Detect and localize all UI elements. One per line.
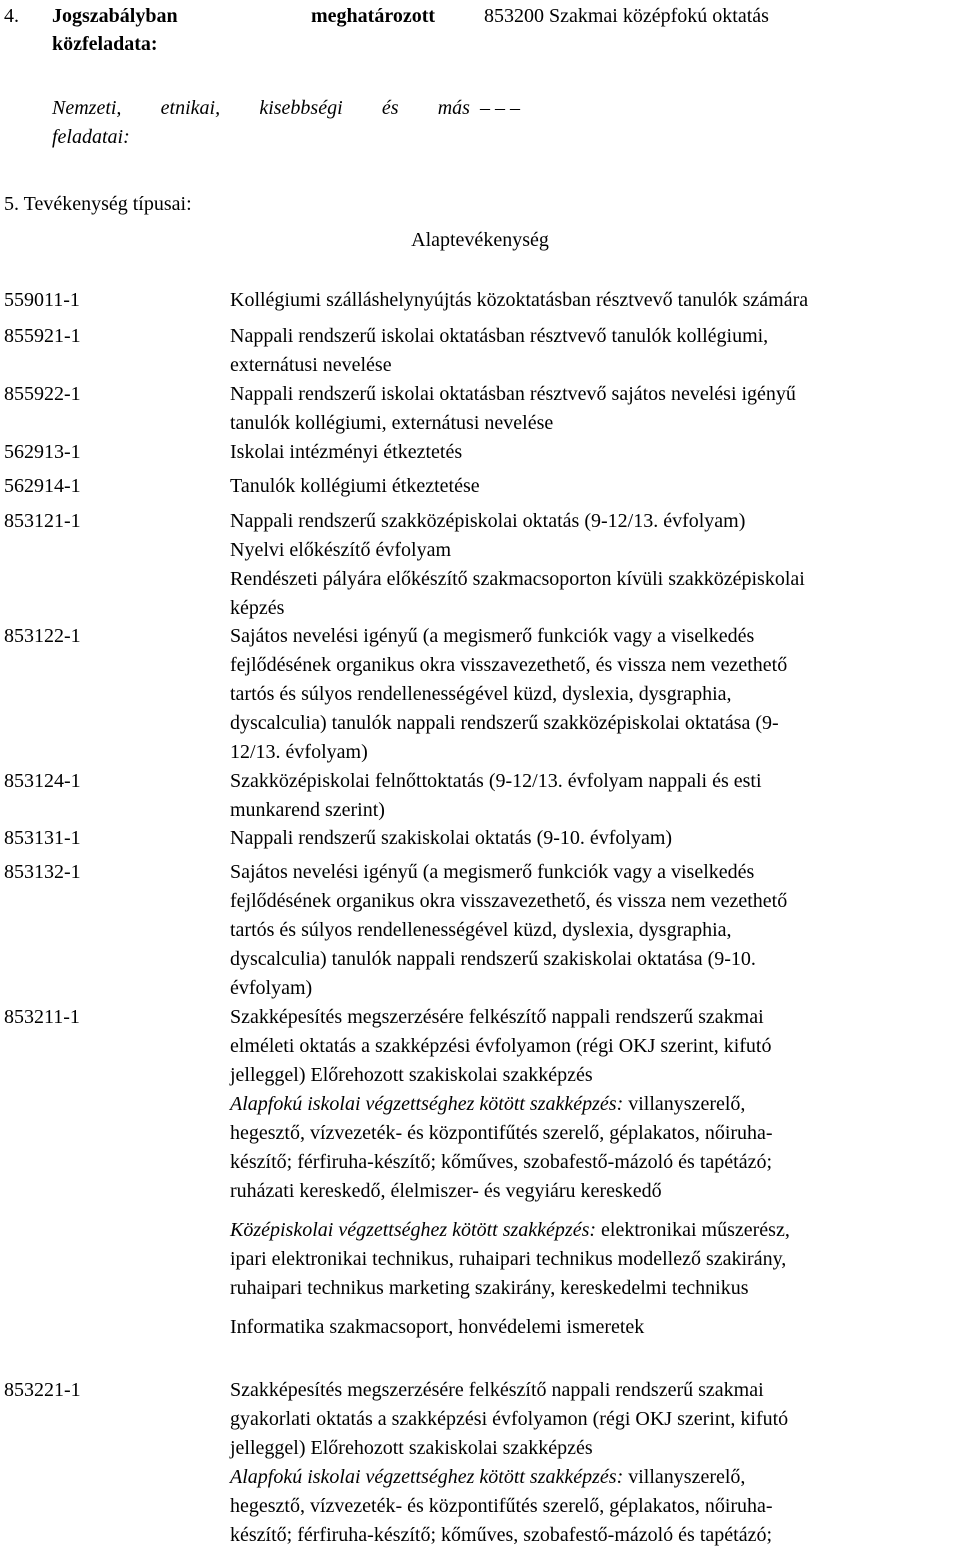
activity-code: 853121-1 [4,510,81,532]
section-5-label: Tevékenység típusai: [23,193,192,215]
secondary-training-label: Középiskolai végzettséghez kötött szakképzés: [230,1219,597,1241]
activity-line: dyscalculia) tanulók nappali rendszerű szakiskolai oktatása (9-10. [230,948,756,970]
minority-word: Nemzeti, [52,97,122,119]
activity-code: 853211-1 [4,1006,80,1028]
activity-line: villanyszerelő, [623,1466,746,1488]
activity-line [230,1090,960,1119]
activity-description [230,1376,960,1550]
section-4-label-line2: közfeladata: [52,33,158,55]
activity-code: 853122-1 [4,625,81,647]
activity-line: fejlődésének organikus okra visszavezethető, és vissza nem vezethető [230,654,788,676]
activity-line: Tanulók kollégiumi étkeztetése [230,475,480,497]
activity-description [230,472,960,501]
activity-code: 853131-1 [4,827,81,849]
activity-description [230,1003,960,1342]
activity-line: hegesztő, vízvezeték- és központifűtés szerelő, géplakatos, nőiruha- [230,1495,773,1517]
activity-line: készítő; férfiruha-készítő; kőműves, szobafestő-mázoló és tapétázó; [230,1151,773,1173]
activity-line: Szakképesítés megszerzésére felkészítő nappali rendszerű szakmai [230,1006,764,1028]
activity-line: Nappali rendszerű szakiskolai oktatás (9-10. évfolyam) [230,827,673,849]
activity-line: jelleggel) Előrehozott szakiskolai szakképzés [230,1437,593,1459]
activity-line: jelleggel) Előrehozott szakiskolai szakképzés [230,1064,593,1086]
activity-line: dyscalculia) tanulók nappali rendszerű szakközépiskolai oktatása (9- [230,712,779,734]
activity-code: 853124-1 [4,770,81,792]
activity-description [230,622,960,767]
activity-line: évfolyam) [230,977,313,999]
activity-line: tartós és súlyos rendellenességével küzd, dyslexia, dysgraphia, [230,683,732,705]
activity-line: Nappali rendszerű iskolai oktatásban résztvevő tanulók kollégiumi, [230,325,769,347]
activity-line: Rendészeti pályára előkészítő szakmacsoporton kívüli szakközépiskolai [230,568,805,590]
activity-description [230,322,960,380]
activity-line: Nyelvi előkészítő évfolyam [230,539,452,561]
minority-word: etnikai, [160,97,221,119]
activity-line: villanyszerelő, [623,1093,746,1115]
activity-line: Sajátos nevelési igényű (a megismerő funkciók vagy a viselkedés [230,861,755,883]
activity-line: ruhaipari technikus marketing szakirány, kereskedelmi technikus [230,1277,749,1299]
minority-label-line1 [52,94,470,123]
minority-word: és [381,97,399,119]
activity-code: 559011-1 [4,289,80,311]
activity-line: Iskolai intézményi étkeztetés [230,441,463,463]
activity-line: Szakképesítés megszerzésére felkészítő nappali rendszerű szakmai [230,1379,764,1401]
core-activity-heading: Alaptevékenység [411,229,549,251]
activity-line: Nappali rendszerű szakközépiskolai oktatás (9-12/13. évfolyam) [230,510,746,532]
activity-line: elektronikai műszerész, [596,1219,790,1241]
activity-description [230,824,960,853]
activity-line: képzés [230,597,285,619]
basic-training-label: Alapfokú iskolai végzettséghez kötött szakképzés: [230,1093,624,1115]
activity-description [230,438,960,467]
activity-description [230,286,960,315]
activity-line [230,1216,960,1245]
activity-description [230,507,960,623]
minority-word: kisebbségi [259,97,343,119]
activity-line: tanulók kollégiumi, externátusi nevelése [230,412,554,434]
section-4-label-part1: Jogszabályban [52,5,178,27]
activity-line: Sajátos nevelési igényű (a megismerő funkciók vagy a viselkedés [230,625,755,647]
basic-training-label: Alapfokú iskolai végzettséghez kötött szakképzés: [230,1466,624,1488]
activity-line: készítő; férfiruha-készítő; kőműves, szobafestő-mázoló és tapétázó; [230,1524,773,1546]
section-4-value: 853200 Szakmai középfokú oktatás [484,5,769,27]
activity-line: hegesztő, vízvezeték- és központifűtés szerelő, géplakatos, nőiruha- [230,1122,773,1144]
activity-line [230,1463,960,1492]
activity-line: Kollégiumi szálláshelynyújtás közoktatásban résztvevő tanulók számára [230,289,809,311]
section-5-heading [4,190,192,219]
activity-code: 562914-1 [4,475,81,497]
section-5-number: 5. [4,193,19,215]
activity-description [230,858,960,1003]
activity-code: 853221-1 [4,1379,81,1401]
activity-code: 562913-1 [4,441,81,463]
activity-line: 12/13. évfolyam) [230,741,368,763]
minority-label-line2: feladatai: [52,126,130,148]
activity-line: tartós és súlyos rendellenességével küzd, dyslexia, dysgraphia, [230,919,732,941]
activity-description [230,380,960,438]
section-4-label-part2: meghatározott [311,5,436,27]
activity-line: Informatika szakmacsoport, honvédelemi ismeretek [230,1316,645,1338]
activity-line: gyakorlati oktatás a szakképzési évfolyamon (régi OKJ szerint, kifutó [230,1408,789,1430]
activity-line: munkarend szerint) [230,799,385,821]
activity-line: externátusi nevelése [230,354,392,376]
activity-line: fejlődésének organikus okra visszavezethető, és vissza nem vezethető [230,890,788,912]
activity-code: 855921-1 [4,325,81,347]
activity-code: 855922-1 [4,383,81,405]
section-4-number: 4. [4,5,19,27]
minority-value: – – – [480,97,520,119]
minority-word: más [437,97,470,119]
activity-line: ruházati kereskedő, élelmiszer- és vegyiáru kereskedő [230,1180,662,1202]
activity-line: ipari elektronikai technikus, ruhaipari technikus modellező szakirány, [230,1248,787,1270]
activity-description [230,767,960,825]
activity-line: Nappali rendszerű iskolai oktatásban résztvevő sajátos nevelési igényű [230,383,796,405]
activity-code: 853132-1 [4,861,81,883]
activity-line: elméleti oktatás a szakképzési évfolyamon (régi OKJ szerint, kifutó [230,1035,772,1057]
activity-line: Szakközépiskolai felnőttoktatás (9-12/13. évfolyam nappali és esti [230,770,762,792]
